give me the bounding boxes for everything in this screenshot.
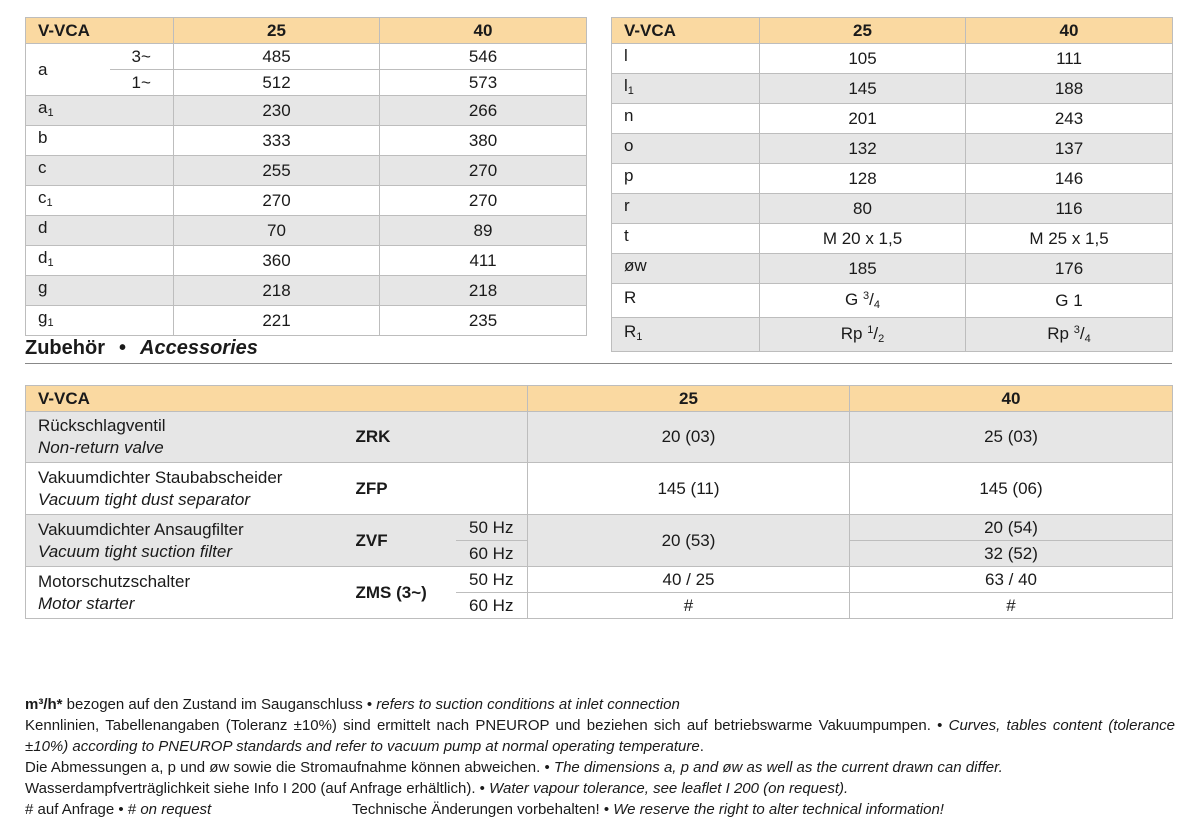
cell-value: 546 — [380, 44, 587, 70]
frequency-label: 50 Hz — [456, 567, 528, 593]
cell-value: 25 (03) — [850, 412, 1173, 463]
header-size-25: 25 — [528, 386, 850, 412]
table-row — [26, 70, 587, 96]
table-row — [26, 186, 587, 216]
table-row — [26, 463, 1173, 515]
table-row — [26, 246, 587, 276]
heading-separator: • — [119, 337, 127, 359]
cell-value: 218 — [380, 276, 587, 306]
table-row — [612, 164, 1173, 194]
cell-value: 218 — [174, 276, 380, 306]
accessories-table — [25, 385, 1173, 619]
cell-value: 512 — [174, 70, 380, 96]
header-size-40: 40 — [380, 18, 587, 44]
dimensions-table-right — [611, 17, 1173, 352]
row-label: c — [26, 156, 174, 186]
row-label: n — [612, 104, 760, 134]
row-label: $d_1$ — [26, 246, 174, 276]
cell-value: 80 — [760, 194, 966, 224]
table-row — [612, 194, 1173, 224]
row-label: b — [26, 126, 174, 156]
row-label: d — [26, 216, 174, 246]
frequency-label: 60 Hz — [456, 593, 528, 619]
cell-value: 145 (11) — [528, 463, 850, 515]
cell-value: 270 — [380, 186, 587, 216]
table-row — [612, 44, 1173, 74]
row-label: øw — [612, 254, 760, 284]
footnote-line: m³/h* bezogen auf den Zustand im Sauganschluss • refers to suction conditions at inlet connection — [25, 696, 680, 713]
heading-en: Accessories — [140, 337, 258, 359]
table-row — [26, 156, 587, 186]
footnote-line: Die Abmessungen a, p und øw sowie die Stromaufnahme können abweichen. • The dimensions a, p and øw as well as the current drawn can differ. — [25, 759, 1003, 776]
table-row — [26, 567, 1173, 593]
footnotes — [25, 694, 1175, 820]
header-size-25: 25 — [174, 18, 380, 44]
table-header-row — [612, 18, 1173, 44]
accessory-name: Vakuumdichter Ansaugfilter Vacuum tight suction filter — [26, 515, 356, 567]
cell-value: 89 — [380, 216, 587, 246]
table-header-row — [26, 386, 1173, 412]
row-label: g — [26, 276, 174, 306]
accessory-code: ZVF — [356, 515, 456, 567]
accessories-heading — [25, 333, 1172, 364]
accessory-name: Vakuumdichter Staubabscheider Vacuum tight dust separator — [26, 463, 356, 515]
table-row — [26, 96, 587, 126]
cell-value: 230 — [174, 96, 380, 126]
header-model: V-VCA — [26, 386, 528, 412]
row-label: o — [612, 134, 760, 164]
frequency-label: 50 Hz — [456, 515, 528, 541]
cell-value: # — [850, 593, 1173, 619]
cell-value: 270 — [174, 186, 380, 216]
header-model: V-VCA — [612, 18, 760, 44]
heading-de: Zubehör — [25, 337, 105, 359]
cell-value: 111 — [966, 44, 1173, 74]
footnote-line: Wasserdampfverträglichkeit siehe Info I 200 (auf Anfrage erhältlich). • Water vapour tolerance, see leaflet I 200 (on request). — [25, 780, 849, 797]
table-row — [612, 104, 1173, 134]
table-row — [612, 284, 1173, 318]
table-row — [612, 74, 1173, 104]
cell-value: 146 — [966, 164, 1173, 194]
cell-value: 255 — [174, 156, 380, 186]
row-label: $a_1$ — [26, 96, 174, 126]
cell-value: 145 (06) — [850, 463, 1173, 515]
cell-value: 573 — [380, 70, 587, 96]
cell-value: 188 — [966, 74, 1173, 104]
accessory-code: ZRK — [356, 412, 528, 463]
table-row — [26, 44, 587, 70]
cell-value: 32 (52) — [850, 541, 1173, 567]
row-label: $l_1$ — [612, 74, 760, 104]
cell-value: 20 (54) — [850, 515, 1173, 541]
row-label: p — [612, 164, 760, 194]
footnote-line: Kennlinien, Tabellenangaben (Toleranz ±10%) sind ermittelt nach PNEUROP und beziehen sich auf betriebswarme Vakuumpumpen. • Curves, tables content (tolerance ±10%) according to PNEUROP standards and refer to vacuum pump at normal operating temperature. — [25, 717, 1175, 755]
cell-value: G $^3/_4$ — [760, 284, 966, 318]
cell-value: M 20 x 1,5 — [760, 224, 966, 254]
header-size-25: 25 — [760, 18, 966, 44]
cell-value: 201 — [760, 104, 966, 134]
cell-value: 360 — [174, 246, 380, 276]
table-row — [26, 276, 587, 306]
row-label: $R_1$ — [612, 318, 760, 352]
cell-value: 40 / 25 — [528, 567, 850, 593]
accessory-name: Rückschlagventil Non-return valve — [26, 412, 356, 463]
table-row — [612, 224, 1173, 254]
row-label: R — [612, 284, 760, 318]
cell-value: 485 — [174, 44, 380, 70]
table-header-row — [26, 18, 587, 44]
cell-value: 145 — [760, 74, 966, 104]
cell-value: 176 — [966, 254, 1173, 284]
accessory-name: Motorschutzschalter Motor starter — [26, 567, 356, 619]
cell-value: G 1 — [966, 284, 1173, 318]
phase-label: 1~ — [110, 70, 174, 96]
cell-value: 185 — [760, 254, 966, 284]
cell-value: 116 — [966, 194, 1173, 224]
table-row — [26, 126, 587, 156]
row-label: a — [26, 44, 110, 96]
table-row — [26, 515, 1173, 541]
cell-value: 221 — [174, 306, 380, 336]
row-label: r — [612, 194, 760, 224]
table-row — [26, 306, 587, 336]
cell-value: 128 — [760, 164, 966, 194]
cell-value: 235 — [380, 306, 587, 336]
cell-value: 137 — [966, 134, 1173, 164]
cell-value: 20 (03) — [528, 412, 850, 463]
row-label: $g_1$ — [26, 306, 174, 336]
table-row — [26, 216, 587, 246]
cell-value: 333 — [174, 126, 380, 156]
header-size-40: 40 — [850, 386, 1173, 412]
accessory-code: ZMS (3~) — [356, 567, 456, 619]
phase-label: 3~ — [110, 44, 174, 70]
cell-value: 380 — [380, 126, 587, 156]
cell-value: 20 (53) — [528, 515, 850, 567]
cell-value: Rp $^1/_2$ — [760, 318, 966, 352]
row-label: $c_1$ — [26, 186, 174, 216]
header-model: V-VCA — [26, 18, 174, 44]
table-row — [612, 134, 1173, 164]
cell-value: 270 — [380, 156, 587, 186]
dimensions-table-left — [25, 17, 587, 336]
cell-value: 132 — [760, 134, 966, 164]
row-label: t — [612, 224, 760, 254]
cell-value: 105 — [760, 44, 966, 74]
row-label: l — [612, 44, 760, 74]
accessory-code: ZFP — [356, 463, 528, 515]
header-size-40: 40 — [966, 18, 1173, 44]
cell-value: 63 / 40 — [850, 567, 1173, 593]
frequency-label: 60 Hz — [456, 541, 528, 567]
cell-value: Rp $^3/_4$ — [966, 318, 1173, 352]
cell-value: 411 — [380, 246, 587, 276]
cell-value: 243 — [966, 104, 1173, 134]
table-row — [612, 254, 1173, 284]
cell-value: M 25 x 1,5 — [966, 224, 1173, 254]
cell-value: 266 — [380, 96, 587, 126]
table-row — [26, 412, 1173, 463]
cell-value: 70 — [174, 216, 380, 246]
cell-value: # — [528, 593, 850, 619]
footnote-line: # auf Anfrage • # on request Technische Änderungen vorbehalten! • We reserve the right to alter technical information! — [25, 801, 944, 818]
